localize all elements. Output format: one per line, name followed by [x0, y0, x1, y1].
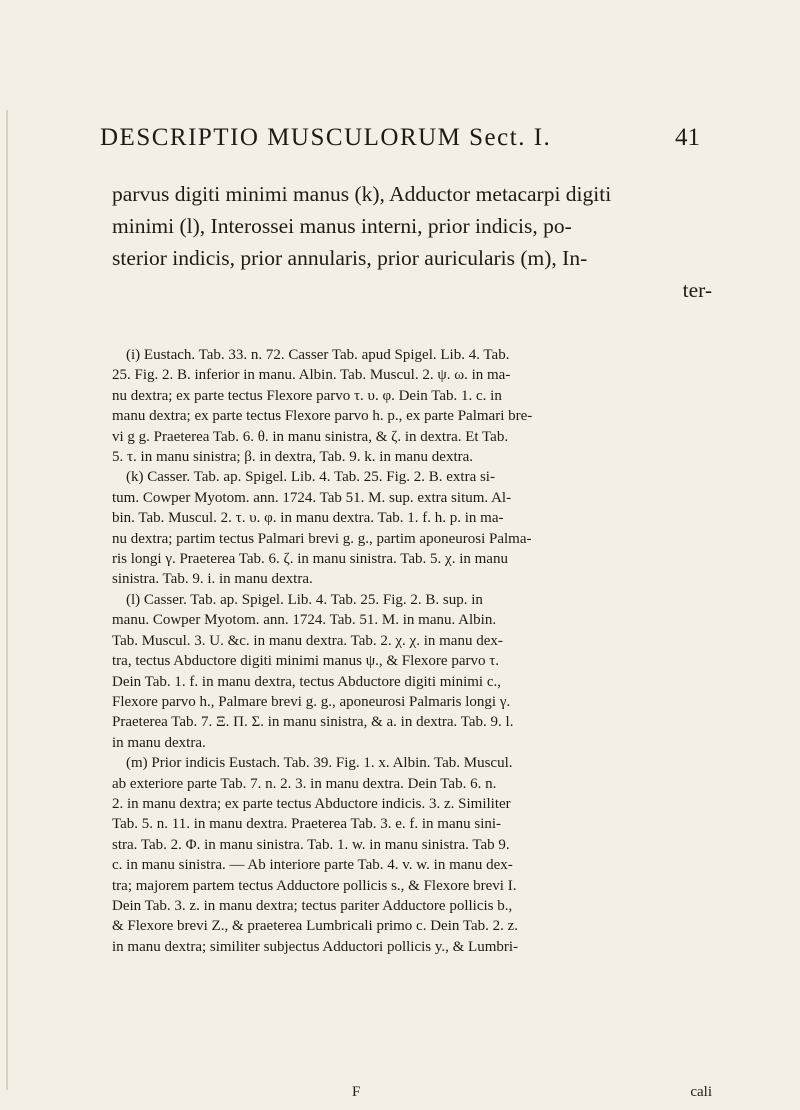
footnote-line-m: (m) Prior indicis Eustach. Tab. 39. Fig. 1. x. Albin. Tab. Muscul.	[126, 755, 513, 772]
signature-mark: F	[352, 1084, 361, 1100]
page-number: 41	[675, 124, 700, 151]
footnote-line: bin. Tab. Muscul. 2. τ. υ. φ. in manu dextra. Tab. 1. f. h. p. in ma-	[112, 510, 504, 527]
footnote-line: c. in manu sinistra. — Ab interiore parte Tab. 4. v. w. in manu dex-	[112, 857, 513, 874]
footnotes	[112, 345, 712, 957]
catchword: cali	[690, 1084, 712, 1100]
page-footer	[112, 1084, 712, 1106]
body-line-catchword: ter-	[682, 278, 712, 302]
footnote-line: nu dextra; ex parte tectus Flexore parvo τ. υ. φ. Dein Tab. 1. c. in	[112, 387, 502, 404]
footnote-line: in manu dextra.	[112, 734, 206, 751]
footnote-line: Dein Tab. 1. f. in manu dextra, tectus Abductore digiti minimi c.,	[112, 673, 502, 690]
main-text	[112, 178, 712, 306]
page-header	[100, 124, 700, 164]
running-head: DESCRIPTIO MUSCULORUM Sect. I.	[100, 124, 552, 151]
footnote-line: nu dextra; partim tectus Palmari brevi g. g., partim aponeurosi Palma-	[112, 530, 532, 547]
footnote-line: Praeterea Tab. 7. Ξ. Π. Σ. in manu sinistra, & a. in dextra. Tab. 9. l.	[112, 714, 514, 731]
footnote-line-i: (i) Eustach. Tab. 33. n. 72. Casser Tab. apud Spigel. Lib. 4. Tab.	[126, 347, 510, 363]
footnote-line: tra, tectus Abductore digiti minimi manus ψ., & Flexore parvo τ.	[112, 653, 500, 670]
body-line: parvus digiti minimi manus (k), Adductor metacarpi digiti	[112, 182, 612, 206]
footnote-line: tra; majorem partem tectus Adductore pollicis s., & Flexore brevi I.	[112, 877, 517, 894]
footnote-line: Tab. 5. n. 11. in manu dextra. Praeterea Tab. 3. e. f. in manu sini-	[112, 816, 502, 833]
footnote-line: Flexore parvo h., Palmare brevi g. g., aponeurosi Palmaris longi γ.	[112, 693, 511, 710]
footnote-line: 25. Fig. 2. B. inferior in manu. Albin. Tab. Muscul. 2. ψ. ω. in ma-	[112, 367, 511, 384]
page-edge-shadow	[6, 110, 8, 1090]
footnote-line: & Flexore brevi Z., & praeterea Lumbricali primo c. Dein Tab. 2. z.	[112, 918, 519, 935]
footnote-line-l: (l) Casser. Tab. ap. Spigel. Lib. 4. Tab. 25. Fig. 2. B. sup. in	[126, 591, 483, 608]
footnote-line: Tab. Muscul. 3. U. &c. in manu dextra. Tab. 2. χ. χ. in manu dex-	[112, 632, 503, 649]
footnote-line: vi g g. Praeterea Tab. 6. θ. in manu sinistra, & ζ. in dextra. Et Tab.	[112, 428, 509, 445]
footnote-line: in manu dextra; similiter subjectus Adductori pollicis y., & Lumbri-	[112, 938, 519, 955]
footnote-line: 2. in manu dextra; ex parte tectus Abductore indicis. 3. z. Similiter	[112, 795, 511, 812]
body-line: minimi (l), Interossei manus interni, prior indicis, po-	[112, 214, 572, 238]
footnote-line: stra. Tab. 2. Φ. in manu sinistra. Tab. 1. w. in manu sinistra. Tab 9.	[112, 836, 510, 853]
footnote-line-k: (k) Casser. Tab. ap. Spigel. Lib. 4. Tab. 25. Fig. 2. B. extra si-	[126, 469, 495, 486]
footnote-line: Dein Tab. 3. z. in manu dextra; tectus pariter Adductore pollicis b.,	[112, 897, 513, 914]
footnote-line: ris longi γ. Praeterea Tab. 6. ζ. in manu sinistra. Tab. 5. χ. in manu	[112, 551, 508, 568]
footnote-line: manu dextra; ex parte tectus Flexore parvo h. p., ex parte Palmari bre-	[112, 408, 533, 425]
footnote-line: tum. Cowper Myotom. ann. 1724. Tab 51. M. sup. extra situm. Al-	[112, 489, 512, 506]
footnote-line: ab exteriore parte Tab. 7. n. 2. 3. in manu dextra. Dein Tab. 6. n.	[112, 775, 497, 792]
footnote-line: manu. Cowper Myotom. ann. 1724. Tab. 51. M. in manu. Albin.	[112, 612, 497, 629]
footnote-line: 5. τ. in manu sinistra; β. in dextra, Tab. 9. k. in manu dextra.	[112, 449, 474, 466]
footnote-line: sinistra. Tab. 9. i. in manu dextra.	[112, 571, 313, 588]
body-line: sterior indicis, prior annularis, prior auricularis (m), In-	[112, 246, 588, 270]
